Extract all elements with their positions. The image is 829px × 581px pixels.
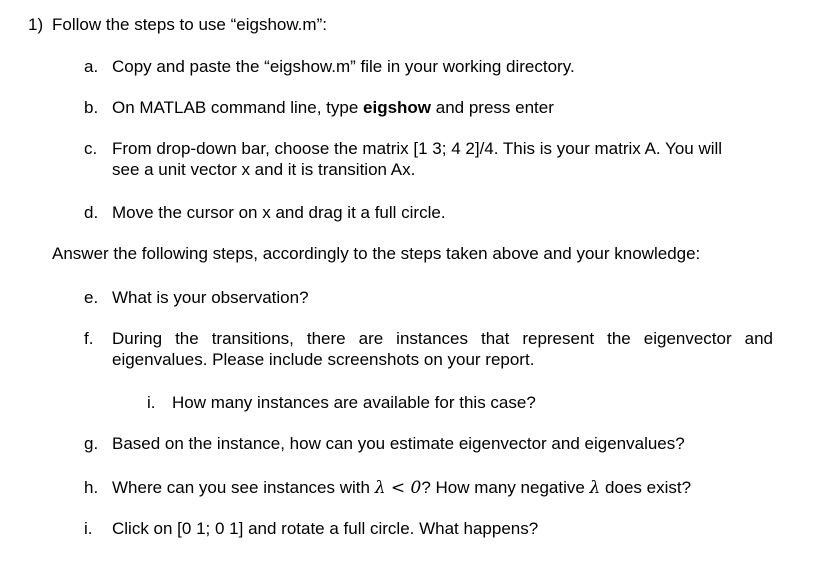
step-b-post: and press enter bbox=[431, 98, 554, 117]
step-b-pre: On MATLAB command line, type bbox=[112, 98, 364, 117]
question-1-marker: 1) bbox=[28, 15, 44, 34]
step-c-marker: c. bbox=[84, 139, 98, 158]
question-h-pre: Where can you see instances with bbox=[112, 478, 375, 497]
step-d-marker: d. bbox=[84, 203, 99, 222]
step-d-text: Move the cursor on x and drag it a full circle. bbox=[112, 203, 446, 222]
question-g-text: Based on the instance, how can you estimate eigenvector and eigenvalues? bbox=[112, 434, 685, 453]
question-i-marker: i. bbox=[84, 519, 93, 538]
step-b-text bbox=[112, 98, 554, 118]
step-c-line-2: see a unit vector x and it is transition Ax. bbox=[112, 160, 416, 179]
question-f-marker: f. bbox=[84, 329, 94, 348]
question-i-text: Click on [0 1; 0 1] and rotate a full circle. What happens? bbox=[112, 519, 539, 538]
question-h-marker: h. bbox=[84, 478, 99, 497]
answer-intro: Answer the following steps, accordingly to the steps taken above and your knowledge: bbox=[52, 244, 701, 263]
question-f-line-1: During the transitions, there are instances that represent the eigenvector and bbox=[112, 329, 773, 348]
question-h-post: does exist? bbox=[600, 478, 692, 497]
question-g-marker: g. bbox=[84, 434, 99, 453]
step-b-command: eigshow bbox=[363, 98, 432, 117]
step-c-line-1: From drop-down bar, choose the matrix [1 3; 4 2]/4. This is your matrix A. You will bbox=[112, 139, 723, 158]
question-h-mid: ? How many negative bbox=[421, 478, 590, 497]
lambda-symbol: λ bbox=[589, 478, 601, 498]
step-b-marker: b. bbox=[84, 98, 99, 117]
step-a-marker: a. bbox=[84, 57, 99, 76]
question-h-text bbox=[112, 478, 691, 498]
question-e-marker: e. bbox=[84, 288, 99, 307]
question-e-text: What is your observation? bbox=[112, 288, 309, 307]
question-f-line-2: eigenvalues. Please include screenshots on your report. bbox=[112, 350, 535, 369]
question-1-text: Follow the steps to use “eigshow.m”: bbox=[52, 15, 327, 34]
step-a-text: Copy and paste the “eigshow.m” file in your working directory. bbox=[112, 57, 575, 76]
lambda-less-than-zero: λ < 0 bbox=[374, 478, 422, 498]
question-f-i-text: How many instances are available for this case? bbox=[172, 393, 536, 412]
question-f-i-marker: i. bbox=[147, 393, 156, 412]
